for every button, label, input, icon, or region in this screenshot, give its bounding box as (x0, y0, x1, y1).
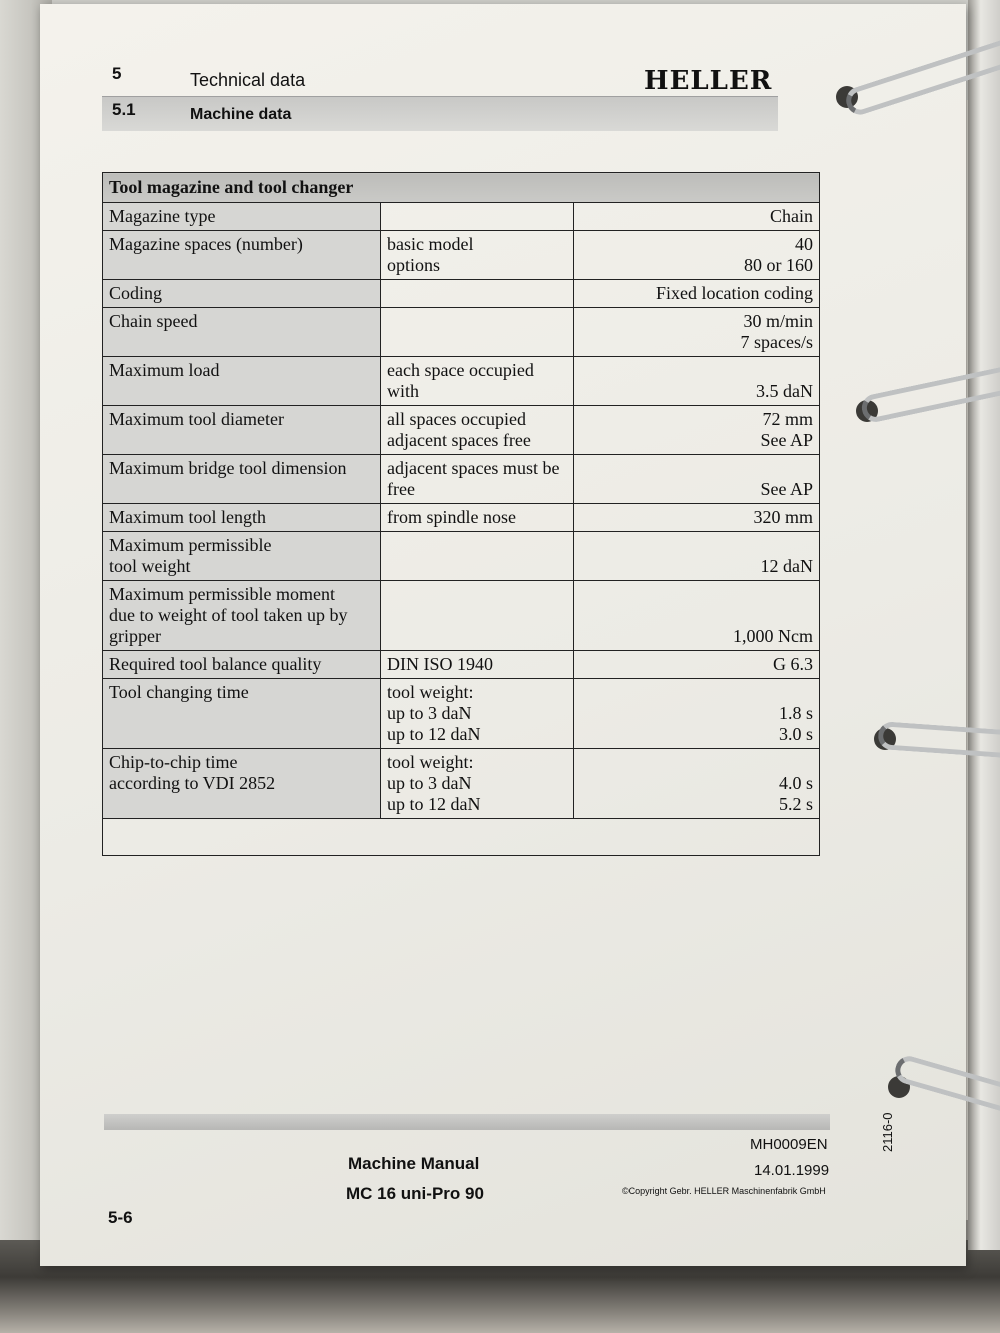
condition-cell-line: tool weight: (387, 682, 474, 702)
value-cell-line: 40 (795, 234, 813, 254)
table-row (103, 581, 820, 651)
condition-cell (381, 308, 574, 357)
condition-cell (381, 455, 574, 504)
value-cell (574, 280, 820, 308)
condition-cell (381, 280, 574, 308)
table-row (103, 280, 820, 308)
param-cell-line: Maximum tool length (109, 507, 266, 527)
footer-manual-label: Machine Manual (348, 1154, 480, 1173)
value-cell-line: 80 or 160 (744, 255, 813, 275)
param-cell (103, 231, 381, 280)
param-cell-line: Chip-to-chip time (109, 752, 238, 772)
tool-magazine-table (102, 172, 820, 856)
footer-copyright: ©Copyright Gebr. HELLER Maschinenfabrik GmbH (622, 1186, 826, 1196)
param-cell-line: Maximum bridge tool dimension (109, 458, 347, 478)
value-cell (574, 749, 820, 819)
value-cell (574, 406, 820, 455)
value-cell (574, 581, 820, 651)
value-cell (574, 455, 820, 504)
table-row (103, 357, 820, 406)
value-cell (574, 532, 820, 581)
param-cell-line: Tool changing time (109, 682, 249, 702)
footer-doc-number: MH0009EN (750, 1136, 828, 1153)
param-cell-line: Maximum tool diameter (109, 409, 284, 429)
value-cell-line: See AP (760, 430, 813, 450)
condition-cell-line: adjacent spaces free (387, 430, 531, 450)
condition-cell (381, 651, 574, 679)
value-cell-line: 1.8 s (778, 703, 813, 723)
param-cell-line: Magazine type (109, 206, 216, 226)
value-cell-line: 3.5 daN (756, 381, 813, 401)
table-row (103, 406, 820, 455)
condition-cell (381, 504, 574, 532)
value-cell (574, 203, 820, 231)
param-cell-line: Coding (109, 283, 163, 303)
value-cell-line: G 6.3 (773, 654, 813, 674)
condition-cell (381, 679, 574, 749)
condition-cell-line: up to 3 daN (387, 703, 472, 723)
param-cell (103, 651, 381, 679)
table-row (103, 504, 820, 532)
param-cell (103, 406, 381, 455)
side-code: 2116-0 (880, 1112, 895, 1152)
value-cell-line: 3.0 s (778, 724, 813, 744)
param-cell (103, 749, 381, 819)
condition-cell (381, 581, 574, 651)
value-cell-line: 12 daN (760, 556, 813, 576)
condition-cell-line: each space occupied (387, 360, 534, 380)
param-cell (103, 455, 381, 504)
param-cell-line: Required tool balance quality (109, 654, 322, 674)
value-cell-line: 1,000 Ncm (733, 626, 813, 646)
param-cell (103, 504, 381, 532)
value-cell-line: 4.0 s (778, 773, 813, 793)
manual-page (40, 4, 966, 1266)
heller-logo: HELLER (644, 66, 773, 96)
condition-cell (381, 532, 574, 581)
footer-bar (104, 1114, 830, 1130)
condition-cell-line: basic model (387, 234, 474, 254)
section-number: 5.1 (112, 100, 136, 119)
chapter-title: Technical data (190, 70, 306, 90)
page-number: 5-6 (108, 1208, 133, 1227)
param-cell-line: Maximum load (109, 360, 220, 380)
param-cell-line: due to weight of tool taken up by (109, 605, 348, 625)
value-cell-line: 30 m/min (743, 311, 813, 331)
param-cell-line: Maximum permissible moment (109, 584, 335, 604)
table-row (103, 455, 820, 504)
condition-cell-line: free (387, 479, 415, 499)
value-cell-line: See AP (760, 479, 813, 499)
table-row (103, 679, 820, 749)
table-empty-row (103, 819, 820, 856)
param-cell (103, 280, 381, 308)
footer-model: MC 16 uni-Pro 90 (346, 1184, 484, 1203)
value-cell (574, 357, 820, 406)
value-cell-line: Chain (770, 206, 813, 226)
value-cell-line: 5.2 s (778, 794, 813, 814)
condition-cell-line: up to 3 daN (387, 773, 472, 793)
condition-cell (381, 357, 574, 406)
condition-cell (381, 749, 574, 819)
table-row (103, 651, 820, 679)
condition-cell-line: adjacent spaces must be (387, 458, 560, 478)
value-cell-line: 7 spaces/s (740, 332, 813, 352)
table-row (103, 308, 820, 357)
condition-cell-line: up to 12 daN (387, 794, 481, 814)
table-row (103, 203, 820, 231)
condition-cell-line: from spindle nose (387, 507, 516, 527)
param-cell (103, 357, 381, 406)
value-cell (574, 679, 820, 749)
condition-cell-line: with (387, 381, 420, 401)
condition-cell-line: DIN ISO 1940 (387, 654, 493, 674)
condition-cell-line: tool weight: (387, 752, 474, 772)
condition-cell-line: all spaces occupied (387, 409, 526, 429)
value-cell-line: 72 mm (762, 409, 813, 429)
value-cell (574, 651, 820, 679)
condition-cell (381, 231, 574, 280)
param-cell-line: Maximum permissible (109, 535, 272, 555)
empty-cell (103, 819, 820, 856)
value-cell (574, 308, 820, 357)
value-cell-line: Fixed location coding (656, 283, 813, 303)
table-row (103, 749, 820, 819)
param-cell-line: gripper (109, 626, 161, 646)
param-cell (103, 581, 381, 651)
section-title: Machine data (190, 106, 292, 123)
param-cell (103, 203, 381, 231)
value-cell (574, 504, 820, 532)
table-row (103, 532, 820, 581)
param-cell-line: according to VDI 2852 (109, 773, 276, 793)
param-cell (103, 532, 381, 581)
table-row (103, 231, 820, 280)
param-cell (103, 679, 381, 749)
value-cell-line: 320 mm (753, 507, 813, 527)
footer-date: 14.01.1999 (754, 1162, 830, 1179)
table-title: Tool magazine and tool changer (103, 173, 820, 203)
value-cell (574, 231, 820, 280)
param-cell-line: tool weight (109, 556, 191, 576)
chapter-number: 5 (112, 64, 122, 83)
binder-right-cover (968, 0, 1000, 1250)
condition-cell (381, 406, 574, 455)
param-cell-line: Chain speed (109, 311, 198, 331)
param-cell-line: Magazine spaces (number) (109, 234, 303, 254)
condition-cell (381, 203, 574, 231)
param-cell (103, 308, 381, 357)
condition-cell-line: options (387, 255, 441, 275)
condition-cell-line: up to 12 daN (387, 724, 481, 744)
